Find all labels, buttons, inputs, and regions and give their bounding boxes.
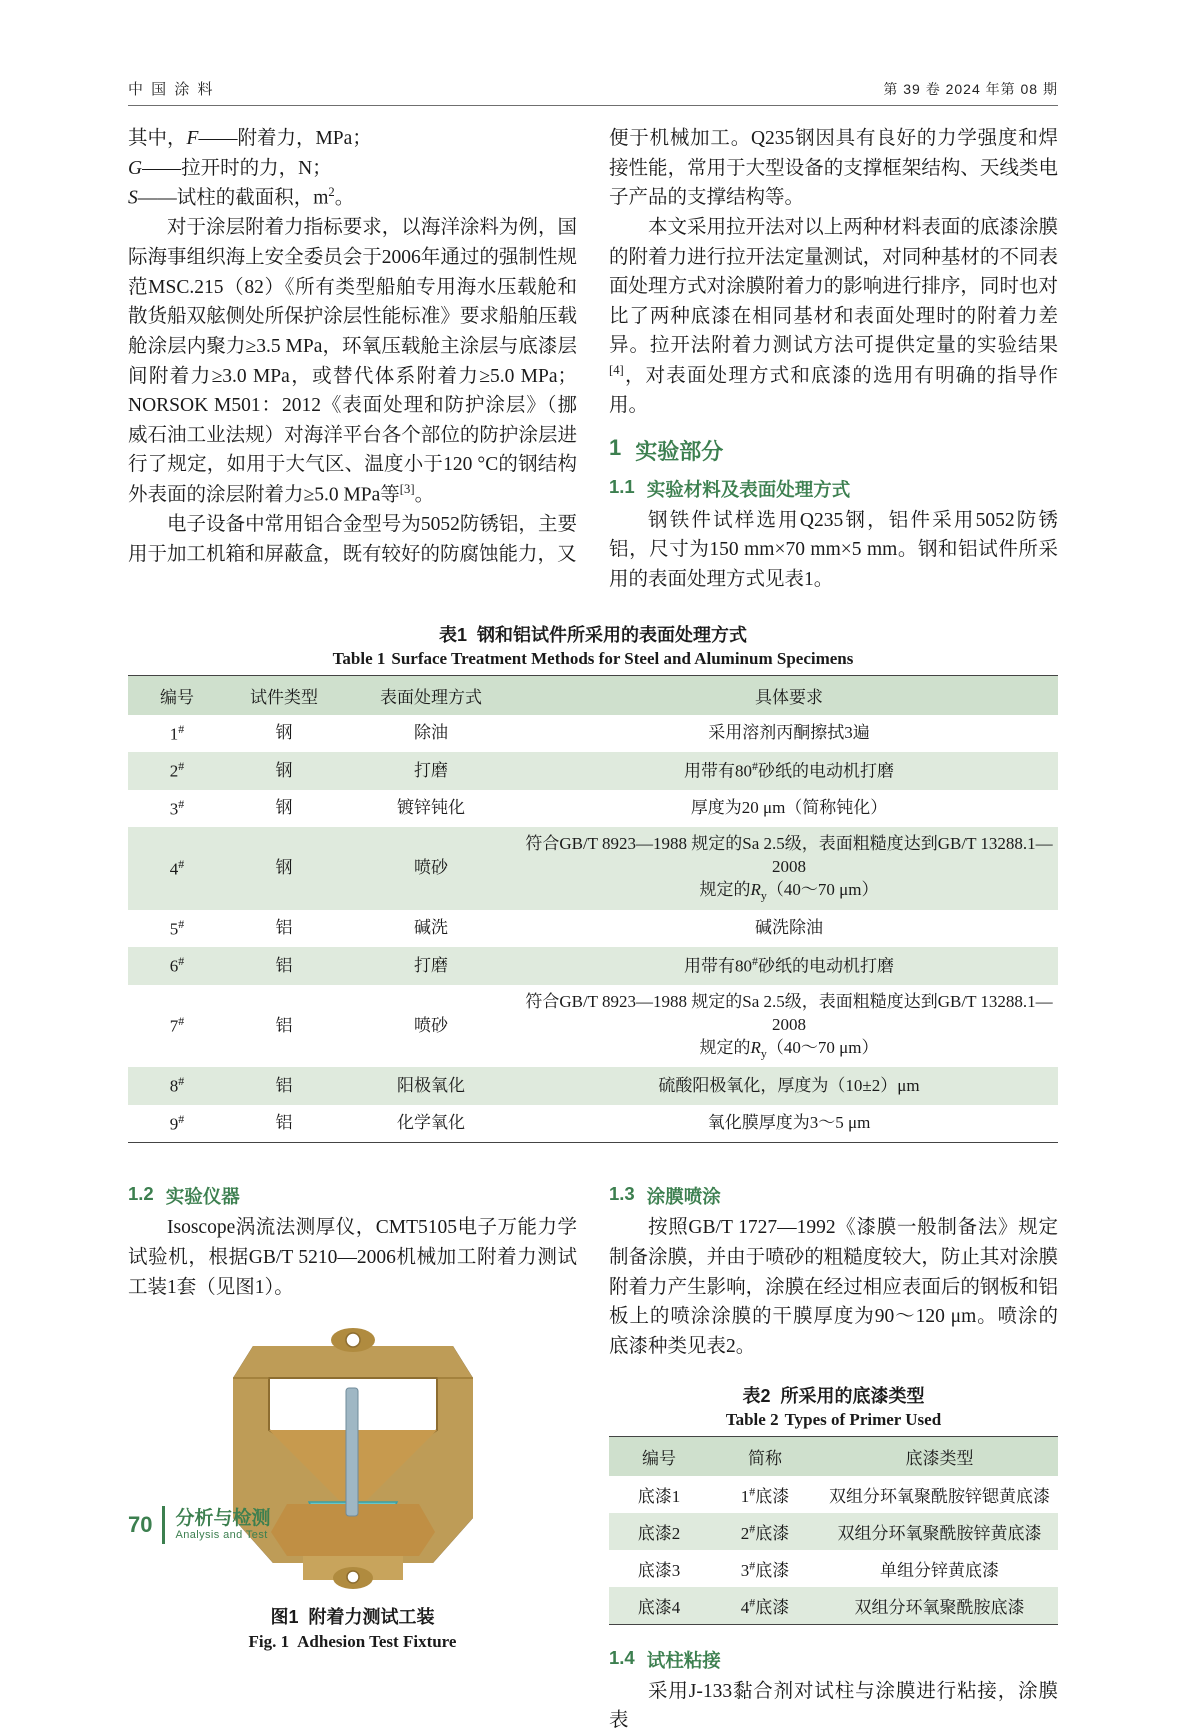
- heading-section-1-3-number: 1.3: [609, 1183, 635, 1205]
- cell-id: 4#: [128, 827, 226, 909]
- cell-id: 7#: [128, 985, 226, 1067]
- table-2-caption-cn-text: 所采用的底漆类型: [780, 1385, 925, 1406]
- cell-short: 3#底漆: [709, 1550, 821, 1587]
- table-1-caption-cn-number: 表1: [438, 624, 467, 645]
- heading-section-1-4-text: 试柱粘接: [646, 1649, 721, 1671]
- cell-short: 1#底漆: [709, 1476, 821, 1513]
- cell-method: 打磨: [342, 752, 520, 790]
- table-1-caption-en-text: Surface Treatment Methods for Steel and Aluminum Specimens: [391, 648, 854, 668]
- table-row: [609, 1476, 1058, 1513]
- formula-legend-line-1: 其中，F——附着力，MPa；: [128, 128, 372, 149]
- table-2: [609, 1436, 1058, 1625]
- table-2-block: [609, 1382, 1058, 1625]
- journal-name: 中 国 涂 料: [128, 81, 215, 98]
- table-row: [128, 752, 1058, 790]
- figure-1-caption-en: [128, 1632, 577, 1652]
- table-row: [128, 1105, 1058, 1143]
- cell-id: 8#: [128, 1067, 226, 1105]
- page-number: 70: [128, 1512, 153, 1537]
- right-column: [609, 124, 1058, 595]
- cell-short: 2#底漆: [709, 1513, 821, 1550]
- figure-1-caption-cn: [128, 1603, 577, 1629]
- cell-id: 底漆2: [609, 1513, 709, 1550]
- heading-section-1-4-number: 1.4: [609, 1646, 635, 1668]
- table-row: [128, 985, 1058, 1067]
- table-2-caption-en-number: Table 2: [725, 1409, 779, 1429]
- cell-id: 9#: [128, 1105, 226, 1143]
- section-1-4-paragraph: 采用J-133黏合剂对试柱与涂膜进行粘接，涂膜表: [609, 1680, 1058, 1732]
- figure-1-caption-cn-number: 图1: [270, 1607, 299, 1628]
- table-row: [128, 827, 1058, 909]
- table-1-block: [128, 621, 1058, 1144]
- cell-req: 厚度为20 μm（简称钝化）: [520, 790, 1058, 828]
- section-1-3-paragraph: 按照GB/T 1727—1992《漆膜一般制备法》规定制备涂膜，并由于喷砂的粗糙度较大，防止其对涂膜附着力产生影响，涂膜在经过相应表面后的钢板和铝板上的喷涂涂膜的干膜厚度为90～120 μm。喷涂的底漆种类见表2。: [609, 1217, 1058, 1357]
- table-1-caption-cn-text: 钢和铝试件所采用的表面处理方式: [477, 624, 747, 645]
- table-row: [609, 1513, 1058, 1550]
- table-1-header-id: 编号: [128, 675, 226, 715]
- table-2-header-short: 简称: [709, 1436, 821, 1476]
- table-2-header-type: 底漆类型: [821, 1436, 1058, 1476]
- cell-req: 采用溶剂丙酮擦拭3遍: [520, 715, 1058, 753]
- cell-id: 6#: [128, 947, 226, 985]
- cell-type: 钢: [226, 715, 342, 753]
- cell-method: 喷砂: [342, 827, 520, 909]
- table-1-caption-en: [128, 649, 1058, 669]
- table-1-header-method: 表面处理方式: [342, 675, 520, 715]
- left-paragraph-2: 对于涂层附着力指标要求，以海洋涂料为例，国际海事组织海上安全委员会于2006年通过的强制性规范MSC.215（82）《所有类型船舶专用海水压载舱和散货船双舷侧处所保护涂层性能标准》要求船舶压载舱涂层内聚力≥3.5 MPa，环氧压载舱主涂层与底漆层间附着力≥3.0 MPa，或替代体系附着力≥5.0 MPa；NORSOK M501：2012《表面处理和防护涂层》（挪威石油工业法规）对海洋平台各个部位的防护涂层进行了规定，如用于大气区、温度小于120 °C的钢结构外表面的涂层附着力≥5.0 MPa等[3]。: [128, 217, 577, 506]
- heading-section-1-2: [128, 1183, 577, 1209]
- heading-section-1-text: 实验部分: [635, 438, 724, 464]
- cell-type: 双组分环氧聚酰胺底漆: [821, 1587, 1058, 1625]
- heading-section-1-1-number: 1.1: [609, 475, 635, 497]
- right-paragraph-2: 本文采用拉开法对以上两种材料表面的底漆涂膜的附着力进行拉开法定量测试，对同种基材的不同表面处理方式对涂膜附着力的影响进行排序，同时也对比了两种底漆在相同基材和表面处理时的附着力差异。拉开法附着力测试方法可提供定量的实验结果[4]，对表面处理方式和底漆的选用有明确的指导作用。: [609, 216, 1058, 417]
- section-1-2-paragraph: Isoscope涡流法测厚仪，CMT5105电子万能力学试验机，根据GB/T 5210—2006机械加工附着力测试工装1套（见图1）。: [128, 1217, 577, 1298]
- figure-1-caption-en-number: Fig. 1: [248, 1632, 290, 1652]
- table-row: [128, 715, 1058, 753]
- table-row: [128, 790, 1058, 828]
- table-2-caption-cn-number: 表2: [742, 1385, 771, 1406]
- table-row: [609, 1587, 1058, 1625]
- cell-type: 铝: [226, 947, 342, 985]
- table-1-caption-cn: [128, 621, 1058, 647]
- lower-right-column: [609, 1173, 1058, 1735]
- lower-columns: [128, 1173, 1058, 1735]
- left-column: [128, 124, 577, 595]
- cell-type: 钢: [226, 790, 342, 828]
- formula-legend-line-2: G——拉开时的力，N；: [128, 157, 332, 179]
- cell-method: 镀锌钝化: [342, 790, 520, 828]
- cell-method: 化学氧化: [342, 1105, 520, 1143]
- table-row: [609, 1550, 1058, 1587]
- table-1-caption-en-number: Table 1: [332, 648, 386, 668]
- cell-type: 铝: [226, 985, 342, 1067]
- cell-id: 3#: [128, 790, 226, 828]
- cell-req: 用带有80#砂纸的电动机打磨: [520, 752, 1058, 790]
- cell-req: 符合GB/T 8923—1988 规定的Sa 2.5级，表面粗糙度达到GB/T 13288.1—2008 规定的$R_y(40\sim 70$ μm）: [520, 985, 1058, 1067]
- cell-req: 用带有80#砂纸的电动机打磨: [520, 947, 1058, 985]
- figure-1-caption-en-text: Adhesion Test Fixture: [297, 1632, 457, 1652]
- table-2-header-row: [609, 1436, 1058, 1476]
- cell-id: 底漆3: [609, 1550, 709, 1587]
- running-head: [128, 78, 1058, 106]
- issue-info: 第 39 卷 2024 年第 08 期: [883, 81, 1058, 97]
- table-2-caption-en: [609, 1410, 1058, 1430]
- cell-type: 单组分锌黄底漆: [821, 1550, 1058, 1587]
- cell-type: 铝: [226, 1105, 342, 1143]
- upper-columns: [128, 124, 1058, 595]
- cell-id: 底漆1: [609, 1476, 709, 1513]
- cell-type: 双组分环氧聚酰胺锌黄底漆: [821, 1513, 1058, 1550]
- table-row: [128, 947, 1058, 985]
- table-2-caption-en-text: Types of Primer Used: [784, 1409, 942, 1429]
- table-row: [128, 910, 1058, 948]
- table-1-body: [128, 715, 1058, 1143]
- heading-section-1-1: [609, 476, 1058, 502]
- table-1-header-row: [128, 675, 1058, 715]
- cell-type: 铝: [226, 910, 342, 948]
- table-2-body: [609, 1476, 1058, 1625]
- heading-section-1-1-text: 实验材料及表面处理方式: [646, 478, 851, 500]
- cell-req: 符合GB/T 8923—1988 规定的Sa 2.5级，表面粗糙度达到GB/T 13288.1—2008 规定的$R_y(40\sim 70$ μm）: [520, 827, 1058, 909]
- heading-section-1-4: [609, 1647, 1058, 1673]
- footer-section-cn: 分析与检测: [175, 1508, 271, 1530]
- left-paragraph-3: 电子设备中常用铝合金型号为5052防锈铝，主要用于加工机箱和屏蔽盒，既有较好的防腐蚀能力，又: [128, 514, 577, 565]
- cell-short: 4#底漆: [709, 1587, 821, 1625]
- footer-section-en: Analysis and Test: [175, 1528, 268, 1541]
- footer-divider: [162, 1506, 165, 1544]
- table-1-header-req: 具体要求: [520, 675, 1058, 715]
- table-2-header-id: 编号: [609, 1436, 709, 1476]
- heading-section-1-3: [609, 1183, 1058, 1209]
- adhesion-test-fixture-illustration: [183, 1318, 523, 1588]
- table-row: [128, 1067, 1058, 1105]
- cell-type: 钢: [226, 752, 342, 790]
- cell-type: 铝: [226, 1067, 342, 1105]
- formula-legend-line-3: S——试柱的截面积，$m^2$。: [128, 185, 355, 209]
- cell-id: 2#: [128, 752, 226, 790]
- heading-section-1-2-text: 实验仪器: [165, 1186, 240, 1208]
- lower-left-column: [128, 1173, 577, 1735]
- figure-1: [128, 1318, 577, 1652]
- cell-id: 1#: [128, 715, 226, 753]
- cell-method: 除油: [342, 715, 520, 753]
- cell-type: 钢: [226, 827, 342, 909]
- heading-section-1: [609, 435, 1058, 466]
- cell-type: 双组分环氧聚酰胺锌锶黄底漆: [821, 1476, 1058, 1513]
- heading-section-1-3-text: 涂膜喷涂: [646, 1186, 721, 1208]
- page-content: [128, 78, 1058, 1736]
- cell-id: 底漆4: [609, 1587, 709, 1625]
- heading-section-1-2-number: 1.2: [128, 1183, 154, 1205]
- cell-req: 氧化膜厚度为3～5 μm: [520, 1105, 1058, 1143]
- figure-1-caption-cn-text: 附着力测试工装: [308, 1607, 435, 1628]
- cell-id: 5#: [128, 910, 226, 948]
- cell-method: 阳极氧化: [342, 1067, 520, 1105]
- table-1: [128, 675, 1058, 1144]
- cell-req: 硫酸阳极氧化，厚度为（10±2）μm: [520, 1067, 1058, 1105]
- cell-method: 打磨: [342, 947, 520, 985]
- cell-method: 喷砂: [342, 985, 520, 1067]
- heading-section-1-number: 1: [609, 434, 622, 460]
- table-2-caption-cn: [609, 1382, 1058, 1408]
- page-footer: [128, 1506, 271, 1544]
- right-paragraph-1: 便于机械加工。Q235钢因具有良好的力学强度和焊接性能，常用于大型设备的支撑框架结构、天线类电子产品的支撑结构等。: [609, 128, 1058, 209]
- table-1-header-type: 试件类型: [226, 675, 342, 715]
- cell-method: 碱洗: [342, 910, 520, 948]
- right-paragraph-3: 钢铁件试样选用Q235钢，铝件采用5052防锈铝，尺寸为150 mm×70 mm×5 mm。钢和铝试件所采用的表面处理方式见表1。: [609, 509, 1058, 590]
- cell-req: 碱洗除油: [520, 910, 1058, 948]
